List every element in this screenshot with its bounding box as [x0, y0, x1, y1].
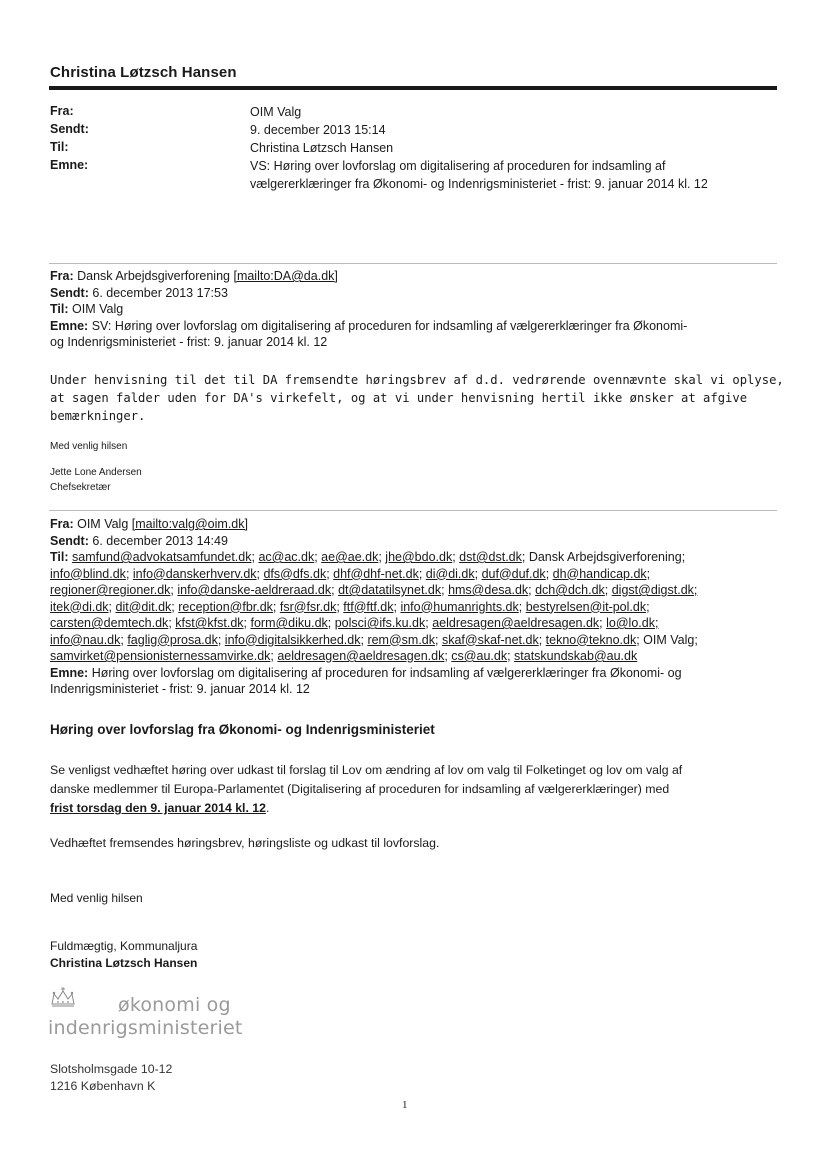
forward-sent-value: 6. december 2013 17:53 — [92, 285, 228, 300]
recipient-email-link[interactable]: regioner@regioner.dk — [50, 583, 171, 597]
recipient-email-link[interactable]: ac@ac.dk — [258, 550, 315, 564]
recipient-email-link[interactable]: digst@digst.dk; — [611, 583, 698, 597]
body-line: Under henvisning til det til DA fremsendte høringsbrev af d.d. vedrørende ovennævnte skal vi oplyse, — [50, 373, 784, 387]
subject-line: VS: Høring over lovforslag om digitalisering af proceduren for indsamling af — [250, 159, 666, 173]
forward-subject-label: Emne: — [50, 318, 89, 333]
recipient-email-link[interactable]: form@diku.dk — [250, 616, 328, 630]
recipient-email-link[interactable]: hms@desa.dk — [448, 583, 529, 597]
forward-to-label: Til: — [50, 302, 69, 316]
recipient-line: itek@di.dk; dit@dit.dk; reception@fbr.dk; fsr@fsr.dk; ftf@ftf.dk; info@humanrights.dk; bestyrelsen@it-pol.dk; — [50, 599, 650, 614]
recipient-email-link[interactable]: samvirket@pensionisternessamvirke.dk — [50, 649, 271, 663]
sent-label: Sendt: — [50, 122, 89, 136]
subject-value — [250, 157, 708, 193]
recipient-email-link[interactable]: info@danskerhverv.dk — [132, 566, 257, 581]
recipient-email-link[interactable]: aeldresagen@aeldresagen.dk — [277, 649, 445, 663]
forward-sent-label: Sendt: — [50, 285, 89, 300]
body-line: bemærkninger. — [50, 409, 146, 423]
forward-subject-line: SV: Høring over lovforslag om digitalisering af proceduren for indsamling af vælgererklæringer fra Økonomi- — [91, 318, 688, 333]
recipient-email-link[interactable]: dhf@dhf-net.dk — [333, 566, 419, 581]
recipient-email-link[interactable]: dit@dit.dk — [115, 599, 172, 614]
forward-subject-cont: Indenrigsministeriet - frist: 9. januar 2014 kl. 12 — [50, 682, 310, 696]
signer-name: Christina Løtzsch Hansen — [50, 956, 198, 970]
sent-value: 9. december 2013 15:14 — [250, 123, 386, 137]
forward-sent-label: Sendt: — [50, 533, 89, 548]
recipient-email-link[interactable]: faglig@prosa.dk — [127, 632, 218, 647]
recipient-list — [50, 549, 780, 665]
da-greeting: Med venlig hilsen — [50, 441, 128, 452]
forward-from — [50, 268, 780, 285]
forward-header-oim — [50, 516, 780, 698]
forward-sent-value: 6. december 2013 14:49 — [92, 533, 228, 548]
address — [50, 1061, 172, 1095]
crown-icon — [48, 986, 78, 1010]
recipient-email-link[interactable]: info@danske-aeldreraad.dk — [177, 583, 332, 597]
header-rule — [49, 86, 777, 90]
recipient-email-link[interactable]: ftf@ftf.dk — [343, 599, 394, 614]
recipient-email-link[interactable]: di@di.dk — [425, 566, 475, 581]
deadline-text: frist torsdag den 9. januar 2014 kl. 12 — [50, 801, 266, 815]
recipient-name: OIM Valg; — [643, 632, 698, 647]
paragraph-line: Se venligst vedhæftet høring over udkast til forslag til Lov om ændring af lov om valg til Folketinget og lov om valg af — [50, 763, 683, 777]
recipient-email-link[interactable]: dch@dch.dk — [535, 583, 605, 597]
forward-subject — [50, 318, 780, 335]
from-value: OIM Valg — [250, 105, 302, 119]
mailto-link[interactable]: [mailto:valg@oim.dk] — [131, 517, 248, 531]
forward-sent — [50, 533, 780, 550]
forward-to — [50, 301, 780, 318]
recipient-email-link[interactable]: info@blind.dk — [50, 566, 126, 581]
recipient-email-link[interactable]: statskundskab@au.dk — [514, 649, 638, 663]
from-label: Fra: — [50, 104, 74, 118]
recipient-line: Til: samfund@advokatsamfundet.dk; ac@ac.dk; ae@ae.dk; jhe@bdo.dk; dst@dst.dk; Dansk Arbejdsgiverforening; — [50, 550, 686, 564]
mailto-link[interactable]: [mailto:DA@da.dk] — [233, 269, 338, 283]
page-number: 1 — [402, 1099, 408, 1111]
recipient-email-link[interactable]: tekno@tekno.dk — [545, 632, 637, 647]
subject-line: vælgererklæringer fra Økonomi- og Indenrigsministeriet - frist: 9. januar 2014 kl. 12 — [250, 177, 708, 191]
signer-title: Chefsekretær — [50, 482, 111, 493]
recipient-email-link[interactable]: kfst@kfst.dk — [175, 616, 244, 630]
forward-header-da — [50, 268, 780, 351]
recipient-email-link[interactable]: info@digitalsikkerhed.dk — [224, 632, 361, 647]
recipient-email-link[interactable]: polsci@ifs.ku.dk — [334, 616, 426, 630]
recipient-line: info@nau.dk; faglig@prosa.dk; info@digitalsikkerhed.dk; rem@sm.dk; skaf@skaf-net.dk; tekno@tekno.dk; OIM Valg; — [50, 632, 698, 647]
recipient-line: info@blind.dk; info@danskerhverv.dk; dfs@dfs.dk; dhf@dhf-net.dk; di@di.dk; duf@duf.dk; dh@handicap.dk; — [50, 566, 651, 581]
letter-paragraph — [50, 761, 790, 818]
recipient-email-link[interactable]: dst@dst.dk — [459, 550, 522, 564]
recipient-email-link[interactable]: itek@di.dk — [50, 599, 109, 614]
recipient-line: regioner@regioner.dk; info@danske-aeldreraad.dk; dt@datatilsynet.dk; hms@desa.dk; dch@dch.dk; digst@digst.dk; — [50, 583, 698, 597]
deadline-line — [50, 799, 790, 818]
recipient-email-link[interactable]: ae@ae.dk — [321, 550, 379, 564]
letter-signature — [50, 938, 197, 972]
recipient-email-link[interactable]: aeldresagen@aeldresagen.dk — [432, 616, 600, 630]
recipient-email-link[interactable]: dfs@dfs.dk — [263, 566, 327, 581]
body-line: at sagen falder uden for DA's virkefelt, og at vi under henvisning hertil ikke ønsker at afgive — [50, 391, 748, 405]
recipient-name: Dansk Arbejdsgiverforening; — [528, 550, 686, 564]
recipient-email-link[interactable]: carsten@demtech.dk — [50, 616, 169, 630]
da-signature — [50, 465, 142, 495]
forward-subject — [50, 665, 780, 682]
address-line: Slotsholmsgade 10-12 — [50, 1062, 173, 1076]
logo-line: indenrigsministeriet — [48, 1017, 243, 1039]
recipient-email-link[interactable]: rem@sm.dk — [367, 632, 435, 647]
recipient-email-link[interactable]: lo@lo.dk; — [606, 616, 659, 630]
forward-from-name: Dansk Arbejdsgiverforening — [77, 269, 230, 283]
forward-subject-cont: og Indenrigsministeriet - frist: 9. januar 2014 kl. 12 — [50, 335, 328, 349]
recipient-email-link[interactable]: bestyrelsen@it-pol.dk; — [525, 599, 650, 614]
recipient-email-link[interactable]: jhe@bdo.dk — [385, 550, 453, 564]
recipient-email-link[interactable]: skaf@skaf-net.dk — [441, 632, 539, 647]
forward-to-value: OIM Valg — [72, 302, 124, 316]
recipient-email-link[interactable]: info@nau.dk — [50, 632, 121, 647]
da-reply-body — [50, 371, 790, 425]
forward-from-label: Fra: — [50, 269, 74, 283]
to-value: Christina Løtzsch Hansen — [250, 141, 394, 155]
signer-name: Jette Lone Andersen — [50, 467, 142, 478]
document-owner-name: Christina Løtzsch Hansen — [50, 64, 237, 81]
separator-rule — [49, 510, 777, 511]
forward-to-label: Til: — [50, 550, 69, 564]
forward-subject-label: Emne: — [50, 665, 89, 680]
forward-sent — [50, 285, 780, 302]
recipient-email-link[interactable]: samfund@advokatsamfundet.dk — [72, 550, 252, 564]
recipient-line: samvirket@pensionisternessamvirke.dk; aeldresagen@aeldresagen.dk; cs@au.dk; statskundskab@au.dk — [50, 649, 638, 663]
subject-label: Emne: — [50, 158, 89, 172]
recipient-email-link[interactable]: dt@datatilsynet.dk — [338, 583, 442, 597]
recipient-email-link[interactable]: dh@handicap.dk; — [552, 566, 651, 581]
recipient-email-link[interactable]: reception@fbr.dk — [178, 599, 273, 614]
to-label: Til: — [50, 140, 69, 154]
signer-title: Fuldmægtig, Kommunaljura — [50, 939, 198, 953]
deadline-suffix: . — [265, 801, 270, 815]
recipient-email-link[interactable]: info@humanrights.dk — [400, 599, 519, 614]
forward-from-label: Fra: — [50, 517, 74, 531]
recipient-line: carsten@demtech.dk; kfst@kfst.dk; form@diku.dk; polsci@ifs.ku.dk; aeldresagen@aeldresagen.dk; lo@lo.dk; — [50, 616, 659, 630]
address-line: 1216 København K — [50, 1079, 156, 1093]
letter-title: Høring over lovforslag fra Økonomi- og Indenrigsministeriet — [50, 722, 435, 737]
forward-from-name: OIM Valg — [77, 517, 129, 531]
recipient-email-link[interactable]: cs@au.dk — [451, 649, 508, 663]
recipient-email-link[interactable]: duf@duf.dk — [481, 566, 546, 581]
recipient-email-link[interactable]: fsr@fsr.dk — [279, 599, 337, 614]
letter-greeting: Med venlig hilsen — [50, 891, 143, 905]
logo-line: økonomi og — [118, 994, 231, 1016]
paragraph-line: danske medlemmer til Europa-Parlamentet (Digitalisering af proceduren for indsamling af vælgererklæringer) med — [50, 782, 670, 796]
separator-rule — [49, 263, 777, 264]
attachments-paragraph: Vedhæftet fremsendes høringsbrev, høringsliste og udkast til lovforslag. — [50, 836, 440, 850]
forward-subject-line: Høring over lovforslag om digitalisering af proceduren for indsamling af vælgererklæringer fra Økonomi- og — [91, 665, 682, 680]
forward-from — [50, 516, 780, 533]
